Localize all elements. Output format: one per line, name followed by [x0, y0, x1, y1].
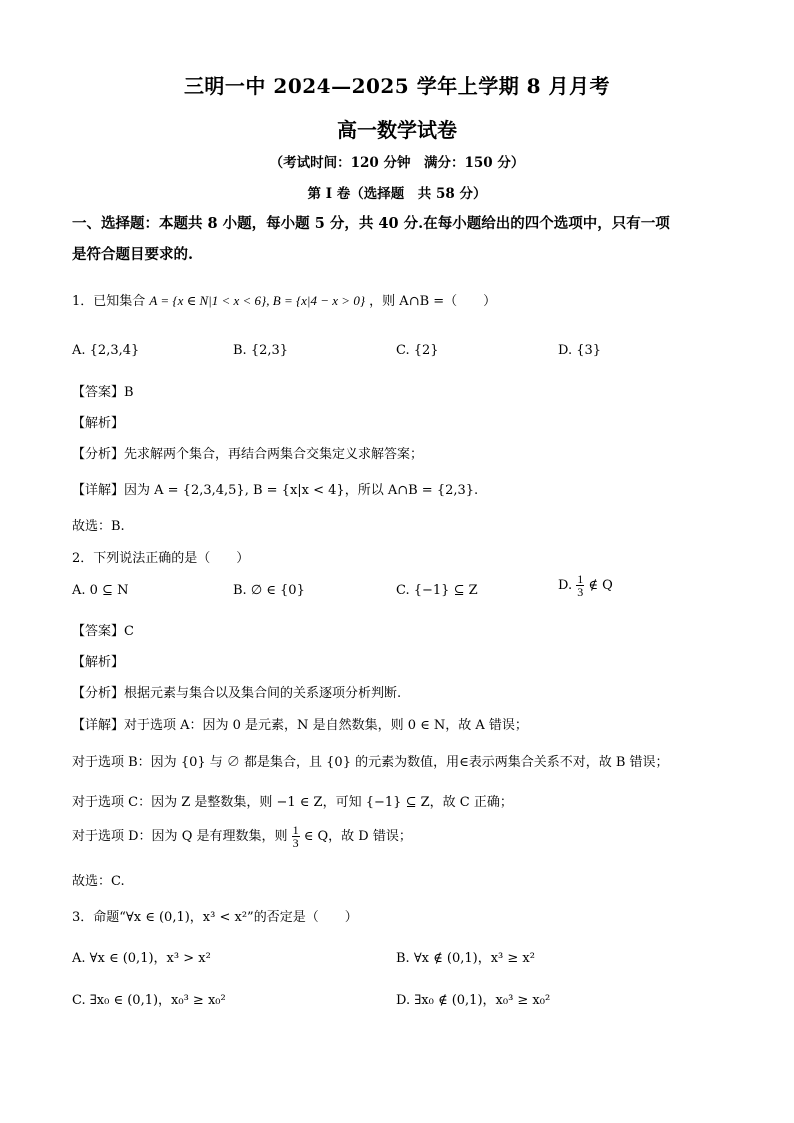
- q3-option-a: A. ∀x ∈ (0,1)，x³ > x²: [72, 951, 211, 966]
- q1-analysis: 【分析】先求解两个集合，再结合两集合交集定义求解答案；: [72, 447, 424, 462]
- q2-option-d-prefix: D.: [558, 578, 573, 593]
- q1-expression: A = {x ∈ N|1 < x < 6}, B = {x|4 − x > 0}: [149, 293, 366, 308]
- q2-option-a: A. 0 ⊆ N: [72, 583, 129, 598]
- q3-option-b: B. ∀x ∉ (0,1)，x³ ≥ x²: [396, 951, 535, 966]
- exam-info: （考试时间：120 分钟 满分：150 分）: [269, 155, 525, 171]
- q2-detail-d-prefix: 对于选项 D：因为 Q 是有理数集，则: [72, 829, 288, 844]
- q1-option-d: D. {3}: [558, 343, 602, 358]
- q1-prefix: 1．已知集合: [72, 294, 146, 309]
- q1-answer: 【答案】B: [72, 385, 134, 400]
- q2-detail-d-fraction: [292, 824, 300, 849]
- section-heading-line1: 一、选择题：本题共 8 小题，每小题 5 分，共 40 分.在每小题给出的四个选项中，只有一项: [72, 215, 670, 232]
- q2-detail-d-numerator: 1: [292, 823, 299, 837]
- q2-option-d-suffix: ∉ Q: [588, 578, 613, 593]
- q2-detail-b: 对于选项 B：因为 {0} 与 ∅ 都是集合，且 {0} 的元素为数值，用∈表示两集合关系不对，故 B 错误；: [72, 755, 669, 770]
- q1-conclusion: 故选：B.: [72, 519, 125, 534]
- part-heading: 第 I 卷（选择题 共 58 分）: [307, 186, 487, 202]
- q1-option-b: B. {2,3}: [233, 343, 289, 358]
- q2-stem: 2．下列说法正确的是（ ）: [72, 551, 250, 566]
- q1-suffix: ，则 A∩B =（ ）: [369, 294, 497, 309]
- q1-detail: 【详解】因为 A = {2,3,4,5}, B = {x|x < 4}，所以 A∩B = {2,3}.: [72, 483, 479, 498]
- exam-title: 三明一中 2024—2025 学年上学期 8 月月考: [183, 74, 611, 98]
- q1-analysis-label: 【解析】: [72, 416, 125, 431]
- q2-answer: 【答案】C: [72, 624, 134, 639]
- q2-option-d-fraction: [576, 573, 584, 598]
- q1-stem: [72, 290, 496, 309]
- q1-option-a: A. {2,3,4}: [72, 343, 140, 358]
- q3-stem: 3．命题“∀x ∈ (0,1)，x³ < x²”的否定是（ ）: [72, 910, 358, 925]
- exam-subtitle: 高一数学试卷: [337, 118, 457, 142]
- q2-option-b: B. ∅ ∈ {0}: [233, 583, 305, 598]
- q2-detail-d-suffix: ∈ Q，故 D 错误；: [303, 829, 412, 844]
- q2-detail-d: [72, 824, 412, 849]
- q2-analysis: 【分析】根据元素与集合以及集合间的关系逐项分析判断.: [72, 686, 402, 701]
- q2-option-c: C. {−1} ⊆ Z: [396, 583, 478, 598]
- section-heading-line2: 是符合题目要求的.: [72, 246, 194, 263]
- q2-option-d-numerator: 1: [577, 572, 584, 586]
- q2-option-d-denominator: 3: [577, 585, 584, 599]
- q2-analysis-label: 【解析】: [72, 655, 125, 670]
- q1-option-c: C. {2}: [396, 343, 439, 358]
- q2-detail-c: 对于选项 C：因为 Z 是整数集，则 −1 ∈ Z，可知 {−1} ⊆ Z，故 C 正确；: [72, 795, 513, 810]
- q3-option-d: D. ∃x₀ ∉ (0,1)，x₀³ ≥ x₀²: [396, 993, 551, 1008]
- q2-detail-a: 【详解】对于选项 A：因为 0 是元素，N 是自然数集，则 0 ∈ N，故 A 错误；: [72, 718, 528, 733]
- q2-detail-d-denominator: 3: [292, 836, 299, 850]
- q2-option-d: [558, 573, 613, 598]
- q2-conclusion: 故选：C.: [72, 874, 125, 889]
- q3-option-c: C. ∃x₀ ∈ (0,1)，x₀³ ≥ x₀²: [72, 993, 226, 1008]
